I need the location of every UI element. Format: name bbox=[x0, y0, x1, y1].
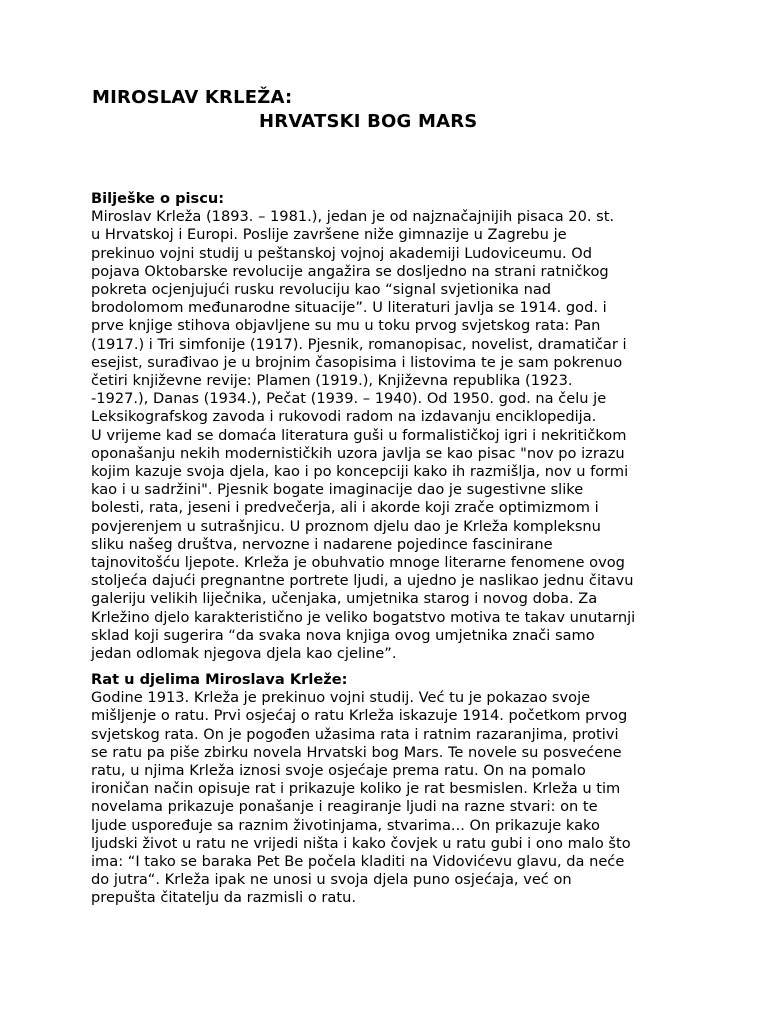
text-line: svjetskog rata. On je pogođen užasima rata i ratnim razaranjima, protivi bbox=[91, 725, 619, 743]
text-line: pojava Oktobarske revolucije angažira se dosljedno na strani ratničkog bbox=[91, 262, 609, 280]
text-line: prepušta čitatelju da razmisli o ratu. bbox=[91, 889, 356, 907]
text-line: mišljenje o ratu. Prvi osjećaj o ratu Krleža iskazuje 1914. početkom prvog bbox=[91, 707, 628, 725]
text-line: pokreta ocjenjujući rusku revoluciju kao “signal svjetionika nad bbox=[91, 281, 552, 299]
text-line: Krležino djelo karakteristično je veliko bogatstvo motiva te takav unutarnji bbox=[91, 608, 636, 626]
text-line: kao i u sadržini". Pjesnik bogate imaginacije dao je sugestivne slike bbox=[91, 481, 584, 499]
section-author-notes bbox=[91, 190, 711, 663]
section-body bbox=[91, 689, 711, 907]
text-line: -1927.), Danas (1934.), Pečat (1939. – 1940). Od 1950. god. na čelu je bbox=[91, 390, 607, 408]
text-line: do jutra“. Krleža ipak ne unosi u svoja djela puno osjećaja, već on bbox=[91, 871, 572, 889]
text-line: novelama prikazuje ponašanje i reagiranje ljudi na razne stvari: on te bbox=[91, 798, 598, 816]
text-line: ratu, u njima Krleža iznosi svoje osjećaje prema ratu. On na pomalo bbox=[91, 762, 586, 780]
text-line: kojim kazuje svoja djela, kao i po koncepciji kako ih razmišlja, nov u formi bbox=[91, 463, 629, 481]
text-line: sklad koji sugerira “da svaka nova knjiga ovog umjetnika znači samo bbox=[91, 626, 595, 644]
section-heading: Rat u djelima Miroslava Krleže: bbox=[91, 671, 348, 688]
section-heading: Bilješke o piscu: bbox=[91, 190, 225, 207]
section-war-in-works bbox=[91, 671, 711, 908]
text-line: prekinuo vojni studij u peštanskoj vojnoj akademiji Ludoviceumu. Od bbox=[91, 244, 593, 262]
text-line: ima: “I tako se baraka Pet Be počela kladiti na Vidovićevu glavu, da neće bbox=[91, 853, 625, 871]
text-line: oponašanju nekih modernističkih uzora javlja se kao pisac "nov po izrazu bbox=[91, 444, 625, 462]
text-line: Leksikografskog zavoda i rukovodi radom na izdavanju enciklopedija. bbox=[91, 408, 597, 426]
text-line: ljudski život u ratu ne vrijedi ništa i kako čovjek u ratu gubi i ono malo što bbox=[91, 834, 631, 852]
title-work: HRVATSKI BOG MARS bbox=[259, 111, 478, 132]
text-line: jedan odlomak njegova djela kao cjeline”. bbox=[91, 645, 397, 663]
text-line: brodolomom međunarodne situacije”. U literaturi javlja se 1914. god. i bbox=[91, 299, 607, 317]
text-line: povjerenjem u sutrašnjicu. U proznom djelu dao je Krleža kompleksnu bbox=[91, 517, 601, 535]
text-line: ironičan način opisuje rat i prikazuje koliko je rat besmislen. Krleža u tim bbox=[91, 780, 621, 798]
text-line: Godine 1913. Krleža je prekinuo vojni studij. Već tu je pokazao svoje bbox=[91, 689, 591, 707]
section-body bbox=[91, 208, 711, 663]
title-author: MIROSLAV KRLEŽA: bbox=[92, 87, 293, 108]
text-line: četiri književne revije: Plamen (1919.), Književna republika (1923. bbox=[91, 372, 573, 390]
text-line: Miroslav Krleža (1893. – 1981.), jedan je od najznačajnijih pisaca 20. st. bbox=[91, 208, 615, 226]
text-line: galeriju velikih liječnika, učenjaka, umjetnika starog i novog doba. Za bbox=[91, 590, 598, 608]
text-line: (1917.) i Tri simfonije (1917). Pjesnik, romanopisac, novelist, dramatičar i bbox=[91, 335, 627, 353]
text-line: bolesti, rata, jeseni i predvečerja, ali i akorde koji zrače optimizmom i bbox=[91, 499, 599, 517]
text-line: sliku našeg društva, nervozne i nadarene pojedince fascinirane bbox=[91, 535, 553, 553]
text-line: u Hrvatskoj i Europi. Poslije završene niže gimnazije u Zagrebu je bbox=[91, 226, 567, 244]
text-line: U vrijeme kad se domaća literatura guši u formalističkoj igri i nekritičkom bbox=[91, 426, 627, 444]
text-line: ljude uspoređuje sa raznim životinjama, stvarima... On prikazuje kako bbox=[91, 816, 600, 834]
text-line: tajnovitošću ljepote. Krleža je obuhvatio mnoge literarne fenomene ovog bbox=[91, 554, 625, 572]
text-line: esejist, surađivao je u brojnim časopisima i listovima te je sam pokrenuo bbox=[91, 353, 623, 371]
text-line: prve knjige stihova objavljene su mu u toku prvog svjetskog rata: Pan bbox=[91, 317, 601, 335]
text-line: stoljeća dajući pregnantne portrete ljudi, a ujedno je naslikao jednu čitavu bbox=[91, 572, 634, 590]
text-line: se ratu pa piše zbirku novela Hrvatski bog Mars. Te novele su posvećene bbox=[91, 743, 622, 761]
